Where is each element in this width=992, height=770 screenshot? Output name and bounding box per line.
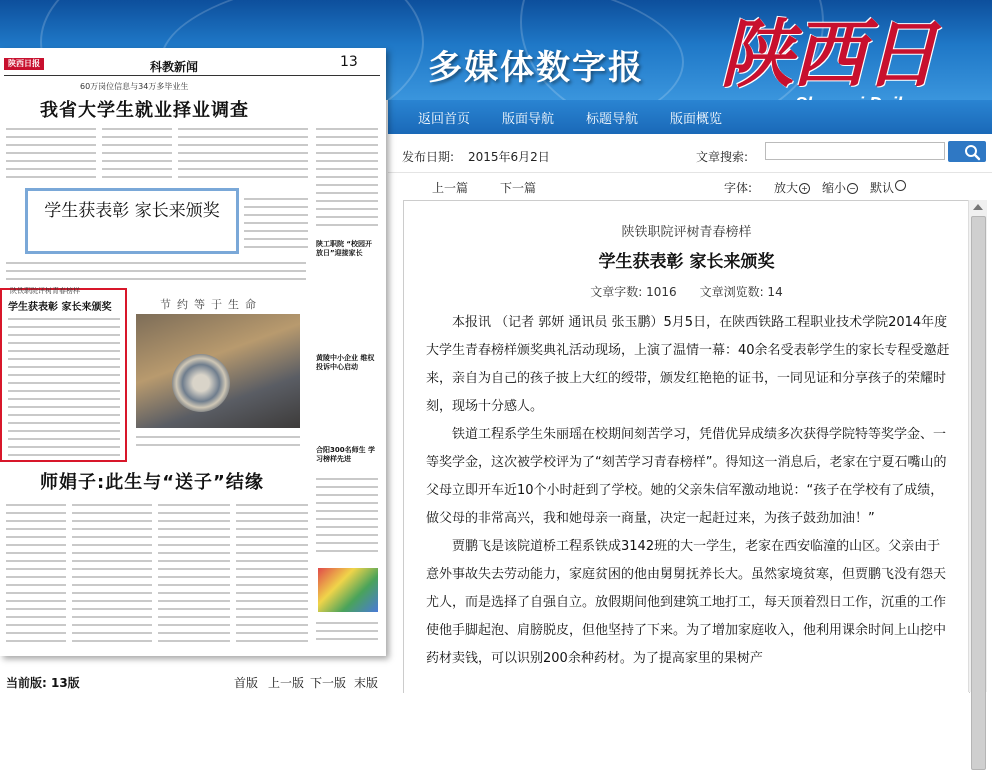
article-scrollbar[interactable] xyxy=(968,200,987,692)
nav-home[interactable]: 返回首页 xyxy=(418,112,471,127)
search-input[interactable] xyxy=(765,142,945,160)
photo-dish xyxy=(172,354,230,412)
masthead-text: 陕西日报 xyxy=(8,59,40,68)
newspaper-headline[interactable]: 我省大学生就业择业调查 xyxy=(40,100,249,121)
callout-text: 学生获表彰 家长来颁奖 xyxy=(44,201,220,221)
side-headline[interactable]: 合阳300名师生 学习榜样先进 xyxy=(316,446,376,463)
minus-circle-icon: − xyxy=(847,183,858,194)
publish-date-label: 发布日期: xyxy=(402,150,455,164)
newspaper-masthead xyxy=(4,58,44,70)
newspaper-subhead: 60万岗位信息与34万多毕业生 xyxy=(80,82,189,91)
word-count: 文章字数: 1016 xyxy=(590,285,677,299)
brand-title: 多媒体数字报 xyxy=(428,48,644,88)
side-headline[interactable]: 陕工职院 “校园开放日”迎接家长 xyxy=(316,240,373,257)
font-size-label: 字体: xyxy=(724,181,753,195)
zoom-in-label: 放大 xyxy=(774,181,799,195)
main-nav xyxy=(388,100,992,134)
scrollbar-thumb[interactable] xyxy=(971,216,986,770)
selected-article-title[interactable]: 学生获表彰 家长来颁奖 xyxy=(8,302,112,313)
side-headline[interactable]: 黄陵中小企业 维权投诉中心启动 xyxy=(316,354,375,371)
publish-date-value: 2015年6月2日 xyxy=(468,150,550,164)
zoom-out-button[interactable] xyxy=(822,179,858,196)
news-photo[interactable] xyxy=(136,314,300,428)
newspaper-page-image[interactable] xyxy=(0,48,386,656)
page-pager xyxy=(0,666,388,692)
nav-title-navigation[interactable]: 标题导航 xyxy=(586,112,639,127)
article-stats xyxy=(404,283,969,300)
plus-circle-icon: + xyxy=(799,183,810,194)
zoom-in-button[interactable] xyxy=(774,179,810,196)
article-toolbar xyxy=(388,172,992,200)
newspaper-page-number: 13 xyxy=(340,54,358,70)
prev-article-link[interactable]: 上一篇 xyxy=(432,181,469,195)
newspaper-logo[interactable]: 陕西日 xyxy=(720,12,936,98)
next-article-link[interactable]: 下一篇 xyxy=(500,181,537,195)
divider xyxy=(4,75,380,76)
article-panel xyxy=(403,200,970,693)
article-paragraph: 本报讯 （记者 郭妍 通讯员 张玉鹏）5月5日，在陕西铁路工程职业技术学院2014年度大学生青春榜样颁奖典礼活动现场，上演了温情一幕：40余名受表彰学生的家长专程受邀赶来，亲自为自己的孩子披上大红的绶带，颁发红艳艳的证书，一同见证和分享孩子的荣耀时刻，现场十分感人。 xyxy=(426,315,950,414)
selected-article-kicker: 陕铁职院评树青春榜样 xyxy=(10,287,80,295)
current-page-label: 当前版: 13版 xyxy=(6,676,80,690)
last-page-link[interactable]: 末版 xyxy=(354,676,379,690)
article-kicker: 陕铁职院评树青春榜样 xyxy=(621,225,752,240)
search-icon xyxy=(954,142,992,163)
article-paragraph: 贾鹏飞是该院道桥工程系铁成3142班的大一学生，老家在西安临潼的山区。父亲由于意外事故失去劳动能力，家庭贫困的他由舅舅抚养长大。虽然家境贫寒，但贾鹏飞没有怨天尤人，而是选择了自强自立。放假期间他到建筑工地打工，每天顶着烈日工作，沉重的工作使他手脚起泡、肩膀脱皮，但他坚持了下来。为了增加家庭收入，他利用课余时间上山挖中药材卖钱，可以识别200余种药材。为了提高家里的果树产 xyxy=(426,539,947,666)
default-size-button[interactable] xyxy=(870,179,906,196)
photo-caption-title: 节约等于生命 xyxy=(160,298,262,311)
newspaper-section-name: 科教新闻 xyxy=(150,60,199,74)
article-highlight-callout[interactable] xyxy=(25,188,239,254)
search-label: 文章搜索: xyxy=(696,150,749,164)
nav-page-overview[interactable]: 版面概览 xyxy=(670,112,723,127)
zoom-out-label: 缩小 xyxy=(822,181,847,195)
scroll-up-arrow-icon[interactable] xyxy=(973,204,983,210)
default-size-label: 默认 xyxy=(870,181,895,195)
newspaper-headline[interactable]: 师娟子:此生与“送子”结缘 xyxy=(40,472,264,493)
article-body xyxy=(426,309,951,673)
nav-page-navigation[interactable]: 版面导航 xyxy=(502,112,555,127)
first-page-link[interactable]: 首版 xyxy=(234,676,259,690)
circle-icon xyxy=(895,180,906,191)
view-count: 文章浏览数: 14 xyxy=(699,285,783,299)
article-title: 学生获表彰 家长来颁奖 xyxy=(598,252,775,272)
prev-page-link[interactable]: 上一版 xyxy=(268,676,305,690)
next-page-link[interactable]: 下一版 xyxy=(310,676,347,690)
news-photo[interactable] xyxy=(318,568,378,612)
article-paragraph: 铁道工程系学生朱丽瑶在校期间刻苦学习，凭借优异成绩多次获得学院特等奖学金、一等奖学金，这次被学校评为了“刻苦学习青春榜样”。得知这一消息后，老家在宁夏石嘴山的父母立即开车近10个小时赶到了学校。她的父亲朱信军激动地说：“孩子在学校有了成绩，做父母的非常高兴，我和她母亲一商量，决定一起赶过来，为孩子鼓劲加油！” xyxy=(426,427,947,526)
search-button[interactable] xyxy=(948,141,986,162)
